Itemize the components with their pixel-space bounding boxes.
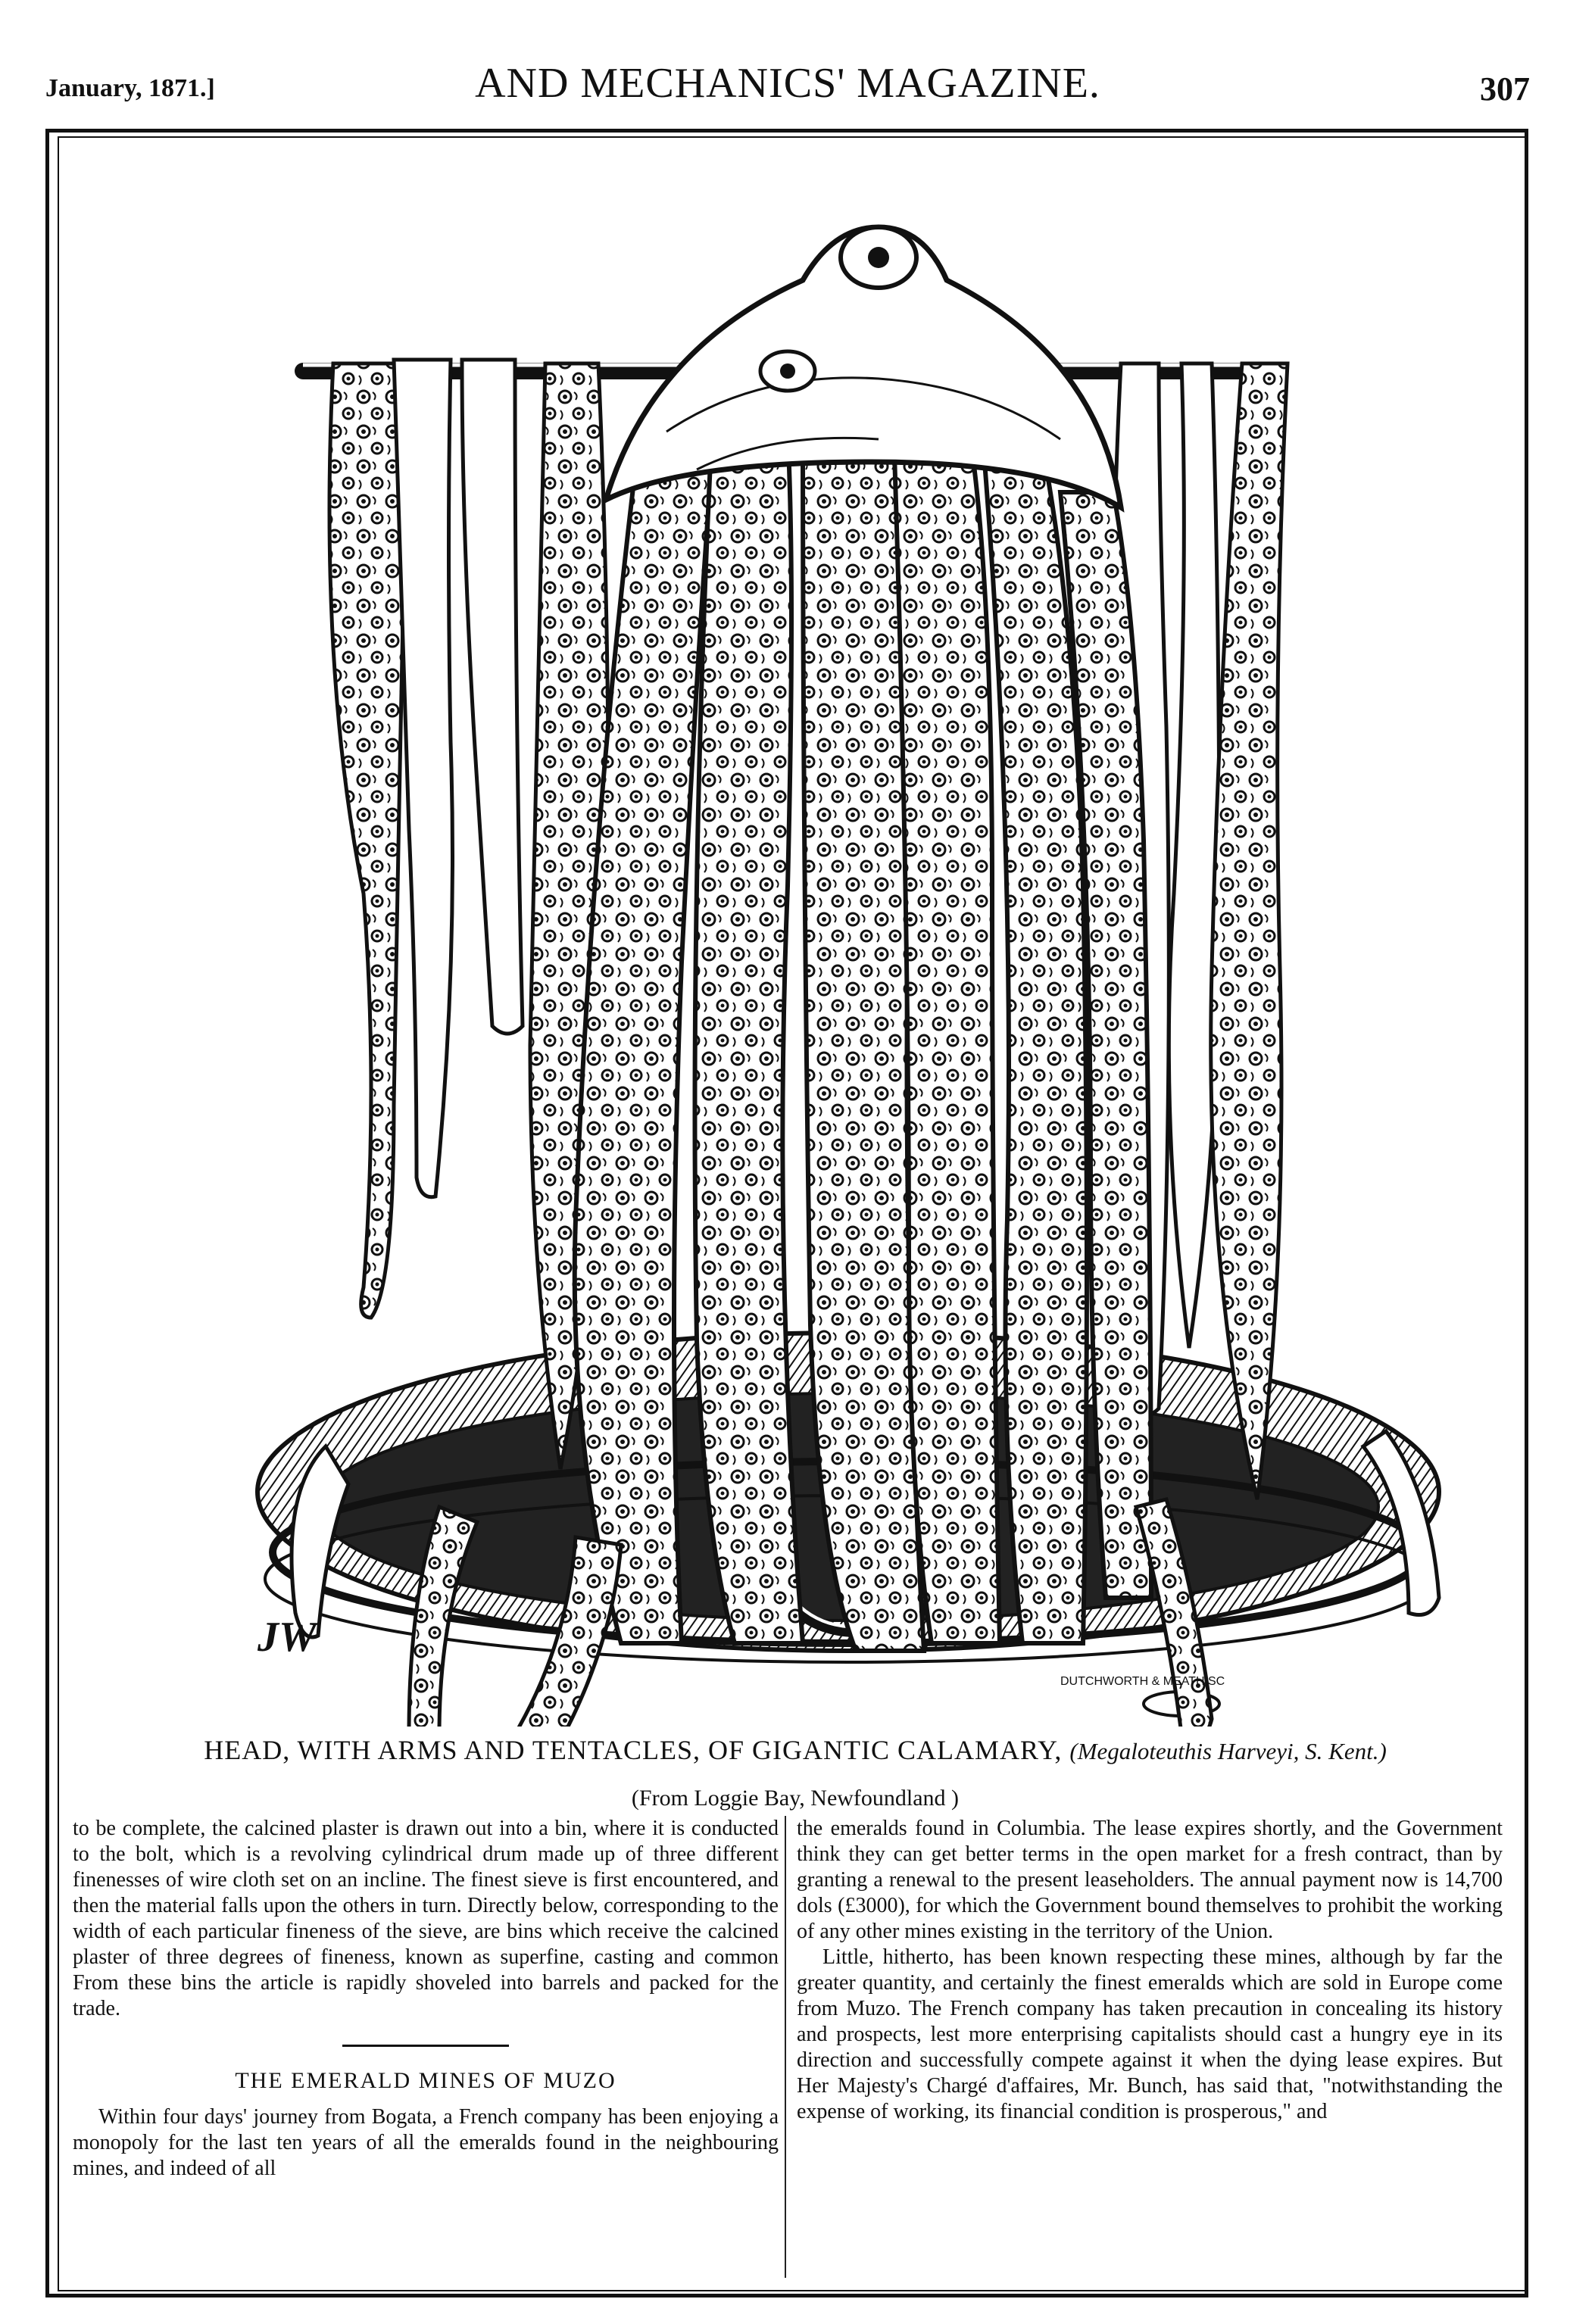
right-paragraph-lease: the emeralds found in Columbia. The lease expires shortly, and the Government think they can get better terms in the open market for a fresh contract, than by granting a renewal to the present leaseholders. The annual payment now is 14,700 dols (£3000), for which the Government bound themselves to prohibit the working of any other mines existing in the territory of the Union. [797,1817,1503,1943]
left-paragraph-plaster: to be complete, the calcined plaster is drawn out into a bin, where it is conducted to the bolt, which is a revolving cylindrical drum made up of three different finenesses of wire cloth set on an incline. The finest sieve is first encountered, and then the material falls upon the others in turn. Directly below, corresponding to the width of each particular fineness of the sieve, are bins which receive the calcined plaster of three degrees of fineness, known as superfine, casting and common From these bins the article is rapidly shoveled into barrels and packed for the trade. [73,1817,779,2020]
right-column [797,1816,1503,2125]
figure-caption-title: HEAD, WITH ARMS AND TENTACLES, OF GIGANTIC CALAMARY, [204,1735,1063,1765]
hanging-arms-left [329,360,608,1469]
calamary-illustration [212,144,1500,1727]
left-paragraph-emeralds: Within four days' journey from Bogata, a French company has been enjoying a monopoly for the last ten years of all the emeralds found in the neighbouring mines, and indeed of all [73,2105,779,2180]
calamary-arms [575,416,1151,1651]
section-title-emerald-mines: THE EMERALD MINES OF MUZO [235,2068,616,2093]
page-header [45,59,1530,120]
artist-monogram: JW [258,1614,317,1661]
figure-caption-source: (From Loggie Bay, Newfoundland ) [631,1786,960,1811]
issue-date: January, 1871.] [45,74,215,102]
magazine-title: AND MECHANICS' MAGAZINE. [475,60,1100,107]
figure-caption [68,1734,1522,1766]
left-column [73,1816,779,2182]
page-number: 307 [1480,70,1530,108]
section-rule [342,2045,509,2047]
engraver-credit: DUTCHWORTH & MEATH SC [1060,1675,1225,1688]
right-paragraph-muzo: Little, hitherto, has been known respecting these mines, although by far the greater quantity, and certainly the finest emeralds which are sold in Europe come from Muzo. The French company has taken precaution in concealing its history and prospects, lest more enterprising capitalists should cast a hungry eye in its direction and successfully compete against it when the dying lease expires. But Her Majesty's Chargé d'affaires, Mr. Bunch, has said that, "notwithstanding the expense of working, its financial condition is prosperous," and [797,1945,1503,2123]
figure-caption-scientific: (Megaloteuthis Harveyi, S. Kent.) [1069,1738,1387,1764]
column-divider [785,1816,786,2278]
